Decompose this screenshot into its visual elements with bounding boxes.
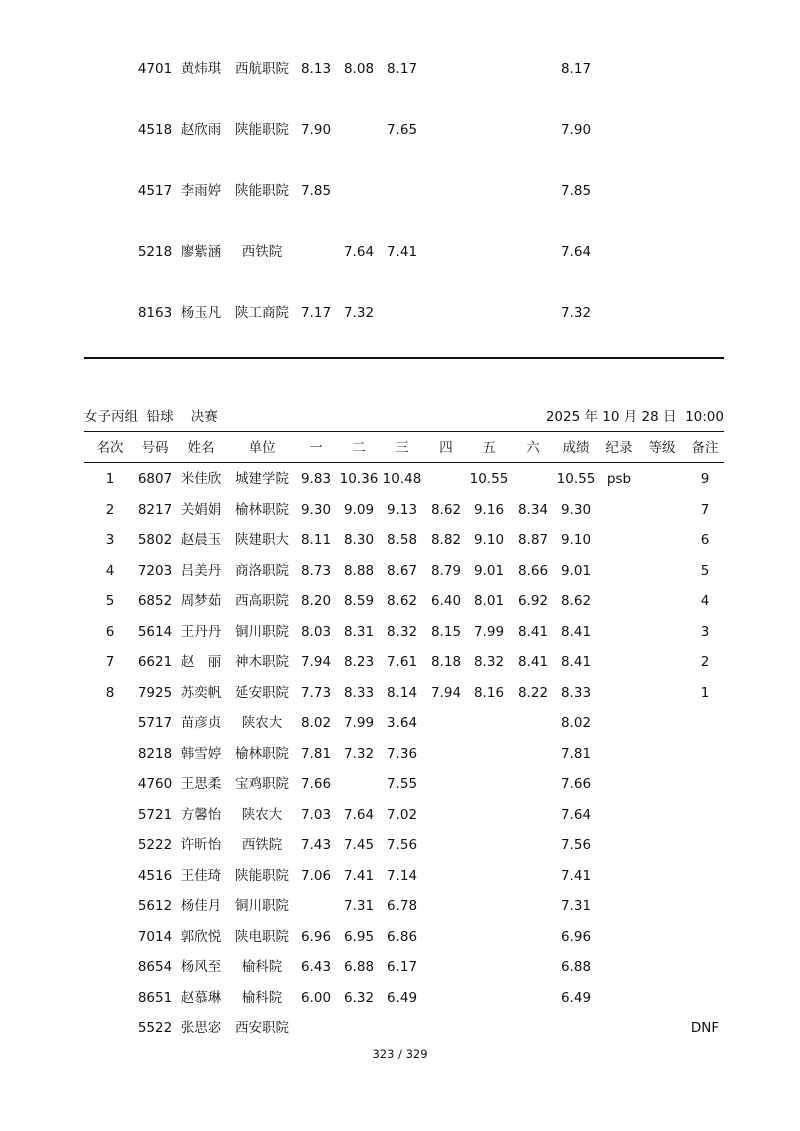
result: 8.02 <box>560 715 592 731</box>
athlete-name: 苏奕帆 <box>180 685 222 701</box>
bib-number: 5802 <box>137 532 173 548</box>
athlete-name: 张思宓 <box>180 1020 222 1036</box>
trial-2: 8.08 <box>343 61 375 77</box>
result: 7.85 <box>560 183 592 199</box>
trial-2: 7.99 <box>343 715 375 731</box>
header-trial-3: 三 <box>395 440 409 456</box>
athlete-name: 杨佳月 <box>180 898 222 914</box>
trial-1: 6.00 <box>300 990 332 1006</box>
athlete-unit: 陕电职院 <box>235 929 289 945</box>
trial-4: 6.40 <box>430 593 462 609</box>
athlete-name: 吕美丹 <box>180 563 222 579</box>
athlete-unit: 延安职院 <box>235 685 289 701</box>
header-trial-1: 一 <box>309 440 323 456</box>
athlete-unit: 陕能职院 <box>235 183 289 199</box>
trial-3: 6.49 <box>386 990 418 1006</box>
record: psb <box>606 471 632 487</box>
note: 2 <box>700 654 710 670</box>
table-row <box>0 894 800 918</box>
trial-3: 8.32 <box>386 624 418 640</box>
result: 7.64 <box>560 807 592 823</box>
bib-number: 4760 <box>137 776 173 792</box>
athlete-name: 杨风至 <box>180 959 222 975</box>
trial-2: 6.95 <box>343 929 375 945</box>
bib-number: 8217 <box>137 502 173 518</box>
table-row <box>0 742 800 766</box>
trial-2: 8.88 <box>343 563 375 579</box>
result: 7.64 <box>560 244 592 260</box>
rank: 5 <box>105 593 115 609</box>
trial-3: 3.64 <box>386 715 418 731</box>
trial-6: 8.41 <box>517 624 549 640</box>
trial-3: 6.17 <box>386 959 418 975</box>
event-datetime: 2025 年 10 月 28 日 10:00 <box>545 409 724 425</box>
event-title: 女子丙组 铅球 决赛 <box>84 409 218 425</box>
result: 9.01 <box>560 563 592 579</box>
trial-2: 7.32 <box>343 746 375 762</box>
trial-3: 6.86 <box>386 929 418 945</box>
trial-2: 6.32 <box>343 990 375 1006</box>
previous-result-row <box>0 57 800 81</box>
trial-1: 9.83 <box>300 471 332 487</box>
bib-number: 5717 <box>137 715 173 731</box>
athlete-name: 王思柔 <box>180 776 222 792</box>
table-row <box>0 528 800 552</box>
header-level: 等级 <box>648 440 676 456</box>
table-row <box>0 1016 800 1040</box>
trial-5: 9.16 <box>473 502 505 518</box>
note: 4 <box>700 593 710 609</box>
table-row <box>0 711 800 735</box>
athlete-name: 王佳琦 <box>180 868 222 884</box>
trial-3: 8.17 <box>386 61 418 77</box>
trial-1: 7.66 <box>300 776 332 792</box>
table-row <box>0 833 800 857</box>
trial-6: 8.87 <box>517 532 549 548</box>
athlete-name: 韩雪婷 <box>180 746 222 762</box>
header-trial-5: 五 <box>482 440 496 456</box>
trial-5: 8.01 <box>473 593 505 609</box>
athlete-name: 许昕怡 <box>180 837 222 853</box>
result: 6.96 <box>560 929 592 945</box>
athlete-name: 赵 丽 <box>180 654 222 670</box>
trial-4: 8.18 <box>430 654 462 670</box>
table-row <box>0 955 800 979</box>
trial-4: 8.82 <box>430 532 462 548</box>
athlete-unit: 神木职院 <box>235 654 289 670</box>
bib-number: 7014 <box>137 929 173 945</box>
trial-5: 7.99 <box>473 624 505 640</box>
trial-1: 8.11 <box>300 532 332 548</box>
result: 10.55 <box>556 471 596 487</box>
bib-number: 4516 <box>137 868 173 884</box>
bib-number: 8654 <box>137 959 173 975</box>
athlete-name: 廖紫涵 <box>180 244 222 260</box>
trial-2: 7.45 <box>343 837 375 853</box>
trial-3: 8.58 <box>386 532 418 548</box>
previous-result-row <box>0 301 800 325</box>
athlete-name: 关娟娟 <box>180 502 222 518</box>
athlete-name: 黄炜琪 <box>180 61 222 77</box>
bib-number: 8218 <box>137 746 173 762</box>
athlete-name: 郭欣悦 <box>180 929 222 945</box>
trial-2: 7.41 <box>343 868 375 884</box>
result: 9.10 <box>560 532 592 548</box>
result: 8.17 <box>560 61 592 77</box>
note: DNF <box>690 1020 720 1036</box>
trial-2: 8.23 <box>343 654 375 670</box>
rank: 2 <box>105 502 115 518</box>
trial-3: 9.13 <box>386 502 418 518</box>
trial-2: 8.59 <box>343 593 375 609</box>
result: 7.32 <box>560 305 592 321</box>
trial-1: 7.90 <box>300 122 332 138</box>
page-number: 323 / 329 <box>372 1047 428 1061</box>
result: 7.56 <box>560 837 592 853</box>
previous-result-row <box>0 240 800 264</box>
table-row <box>0 650 800 674</box>
result: 8.41 <box>560 654 592 670</box>
athlete-name: 赵慕琳 <box>180 990 222 1006</box>
trial-5: 9.01 <box>473 563 505 579</box>
trial-1: 8.73 <box>300 563 332 579</box>
trial-5: 10.55 <box>469 471 509 487</box>
header-record: 纪录 <box>605 440 633 456</box>
trial-2: 10.36 <box>339 471 379 487</box>
trial-5: 9.10 <box>473 532 505 548</box>
bib-number: 4517 <box>137 183 173 199</box>
section-divider <box>84 357 724 359</box>
table-row <box>0 681 800 705</box>
athlete-unit: 榆林职院 <box>235 746 289 762</box>
athlete-unit: 城建学院 <box>235 471 289 487</box>
trial-1: 7.94 <box>300 654 332 670</box>
result: 8.62 <box>560 593 592 609</box>
athlete-name: 李雨婷 <box>180 183 222 199</box>
trial-6: 8.34 <box>517 502 549 518</box>
athlete-unit: 榆科院 <box>241 959 283 975</box>
previous-result-row <box>0 118 800 142</box>
table-row <box>0 986 800 1010</box>
trial-6: 6.92 <box>517 593 549 609</box>
bib-number: 5614 <box>137 624 173 640</box>
note: 5 <box>700 563 710 579</box>
header-result: 成绩 <box>562 440 590 456</box>
trial-1: 8.02 <box>300 715 332 731</box>
result: 7.31 <box>560 898 592 914</box>
trial-2: 7.64 <box>343 807 375 823</box>
athlete-unit: 陕农大 <box>241 715 283 731</box>
bib-number: 4518 <box>137 122 173 138</box>
trial-3: 7.65 <box>386 122 418 138</box>
trial-3: 8.14 <box>386 685 418 701</box>
trial-1: 7.17 <box>300 305 332 321</box>
trial-6: 8.66 <box>517 563 549 579</box>
rank: 8 <box>105 685 115 701</box>
trial-5: 8.32 <box>473 654 505 670</box>
athlete-unit: 陕能职院 <box>235 868 289 884</box>
header-trial-2: 二 <box>352 440 366 456</box>
note: 7 <box>700 502 710 518</box>
result: 7.90 <box>560 122 592 138</box>
result: 8.33 <box>560 685 592 701</box>
result: 7.81 <box>560 746 592 762</box>
table-row <box>0 559 800 583</box>
trial-3: 7.36 <box>386 746 418 762</box>
trial-3: 10.48 <box>382 471 422 487</box>
bib-number: 8651 <box>137 990 173 1006</box>
previous-result-row <box>0 179 800 203</box>
trial-1: 7.73 <box>300 685 332 701</box>
rank: 7 <box>105 654 115 670</box>
header-bottom-rule <box>84 462 724 463</box>
athlete-name: 赵欣雨 <box>180 122 222 138</box>
table-row <box>0 498 800 522</box>
header-trial-6: 六 <box>526 440 540 456</box>
result: 6.88 <box>560 959 592 975</box>
trial-3: 8.67 <box>386 563 418 579</box>
trial-2: 8.33 <box>343 685 375 701</box>
trial-5: 8.16 <box>473 685 505 701</box>
trial-1: 7.03 <box>300 807 332 823</box>
header-trial-4: 四 <box>439 440 453 456</box>
trial-2: 9.09 <box>343 502 375 518</box>
rank: 3 <box>105 532 115 548</box>
trial-4: 8.62 <box>430 502 462 518</box>
trial-3: 7.56 <box>386 837 418 853</box>
bib-number: 8163 <box>137 305 173 321</box>
athlete-unit: 陕农大 <box>241 807 283 823</box>
trial-4: 7.94 <box>430 685 462 701</box>
athlete-unit: 陕工商院 <box>235 305 289 321</box>
trial-3: 7.55 <box>386 776 418 792</box>
athlete-unit: 西铁院 <box>241 837 283 853</box>
table-row <box>0 925 800 949</box>
trial-3: 7.61 <box>386 654 418 670</box>
trial-2: 8.31 <box>343 624 375 640</box>
trial-1: 7.06 <box>300 868 332 884</box>
table-row <box>0 772 800 796</box>
table-row <box>0 864 800 888</box>
trial-4: 8.79 <box>430 563 462 579</box>
trial-1: 7.43 <box>300 837 332 853</box>
result: 7.41 <box>560 868 592 884</box>
result: 7.66 <box>560 776 592 792</box>
athlete-unit: 西铁院 <box>241 244 283 260</box>
trial-1: 8.13 <box>300 61 332 77</box>
header-bib: 号码 <box>141 440 169 456</box>
bib-number: 7203 <box>137 563 173 579</box>
header-name: 姓名 <box>187 440 215 456</box>
bib-number: 5721 <box>137 807 173 823</box>
bib-number: 6807 <box>137 471 173 487</box>
athlete-unit: 铜川职院 <box>235 624 289 640</box>
trial-1: 9.30 <box>300 502 332 518</box>
trial-6: 8.22 <box>517 685 549 701</box>
trial-6: 8.41 <box>517 654 549 670</box>
bib-number: 5222 <box>137 837 173 853</box>
bib-number: 5218 <box>137 244 173 260</box>
athlete-name: 赵晨玉 <box>180 532 222 548</box>
header-rank: 名次 <box>96 440 124 456</box>
note: 6 <box>700 532 710 548</box>
athlete-unit: 西航职院 <box>235 61 289 77</box>
table-row <box>0 467 800 491</box>
bib-number: 6852 <box>137 593 173 609</box>
bib-number: 5612 <box>137 898 173 914</box>
bib-number: 4701 <box>137 61 173 77</box>
trial-2: 7.32 <box>343 305 375 321</box>
trial-3: 7.41 <box>386 244 418 260</box>
rank: 4 <box>105 563 115 579</box>
result: 6.49 <box>560 990 592 1006</box>
trial-2: 7.31 <box>343 898 375 914</box>
table-row <box>0 620 800 644</box>
athlete-unit: 榆林职院 <box>235 502 289 518</box>
athlete-name: 王丹丹 <box>180 624 222 640</box>
athlete-name: 苗彦贞 <box>180 715 222 731</box>
athlete-unit: 榆科院 <box>241 990 283 1006</box>
bib-number: 7925 <box>137 685 173 701</box>
athlete-name: 米佳欣 <box>180 471 222 487</box>
trial-1: 7.85 <box>300 183 332 199</box>
rank: 6 <box>105 624 115 640</box>
note: 3 <box>700 624 710 640</box>
athlete-name: 杨玉凡 <box>180 305 222 321</box>
note: 9 <box>700 471 710 487</box>
table-row <box>0 589 800 613</box>
note: 1 <box>700 685 710 701</box>
header-top-rule <box>84 431 724 432</box>
athlete-unit: 西安职院 <box>235 1020 289 1036</box>
athlete-name: 周梦茹 <box>180 593 222 609</box>
rank: 1 <box>105 471 115 487</box>
athlete-unit: 商洛职院 <box>235 563 289 579</box>
result: 9.30 <box>560 502 592 518</box>
trial-1: 6.43 <box>300 959 332 975</box>
trial-4: 8.15 <box>430 624 462 640</box>
bib-number: 6621 <box>137 654 173 670</box>
trial-1: 7.81 <box>300 746 332 762</box>
athlete-name: 方馨怡 <box>180 807 222 823</box>
bib-number: 5522 <box>137 1020 173 1036</box>
result: 8.41 <box>560 624 592 640</box>
trial-1: 6.96 <box>300 929 332 945</box>
trial-3: 6.78 <box>386 898 418 914</box>
trial-3: 7.02 <box>386 807 418 823</box>
trial-1: 8.03 <box>300 624 332 640</box>
athlete-unit: 铜川职院 <box>235 898 289 914</box>
athlete-unit: 宝鸡职院 <box>235 776 289 792</box>
athlete-unit: 西高职院 <box>235 593 289 609</box>
athlete-unit: 陕建职大 <box>235 532 289 548</box>
trial-2: 7.64 <box>343 244 375 260</box>
trial-3: 7.14 <box>386 868 418 884</box>
trial-2: 8.30 <box>343 532 375 548</box>
header-unit: 单位 <box>248 440 276 456</box>
trial-1: 8.20 <box>300 593 332 609</box>
trial-2: 6.88 <box>343 959 375 975</box>
table-row <box>0 803 800 827</box>
athlete-unit: 陕能职院 <box>235 122 289 138</box>
table-header <box>0 436 800 460</box>
header-note: 备注 <box>691 440 719 456</box>
trial-3: 8.62 <box>386 593 418 609</box>
